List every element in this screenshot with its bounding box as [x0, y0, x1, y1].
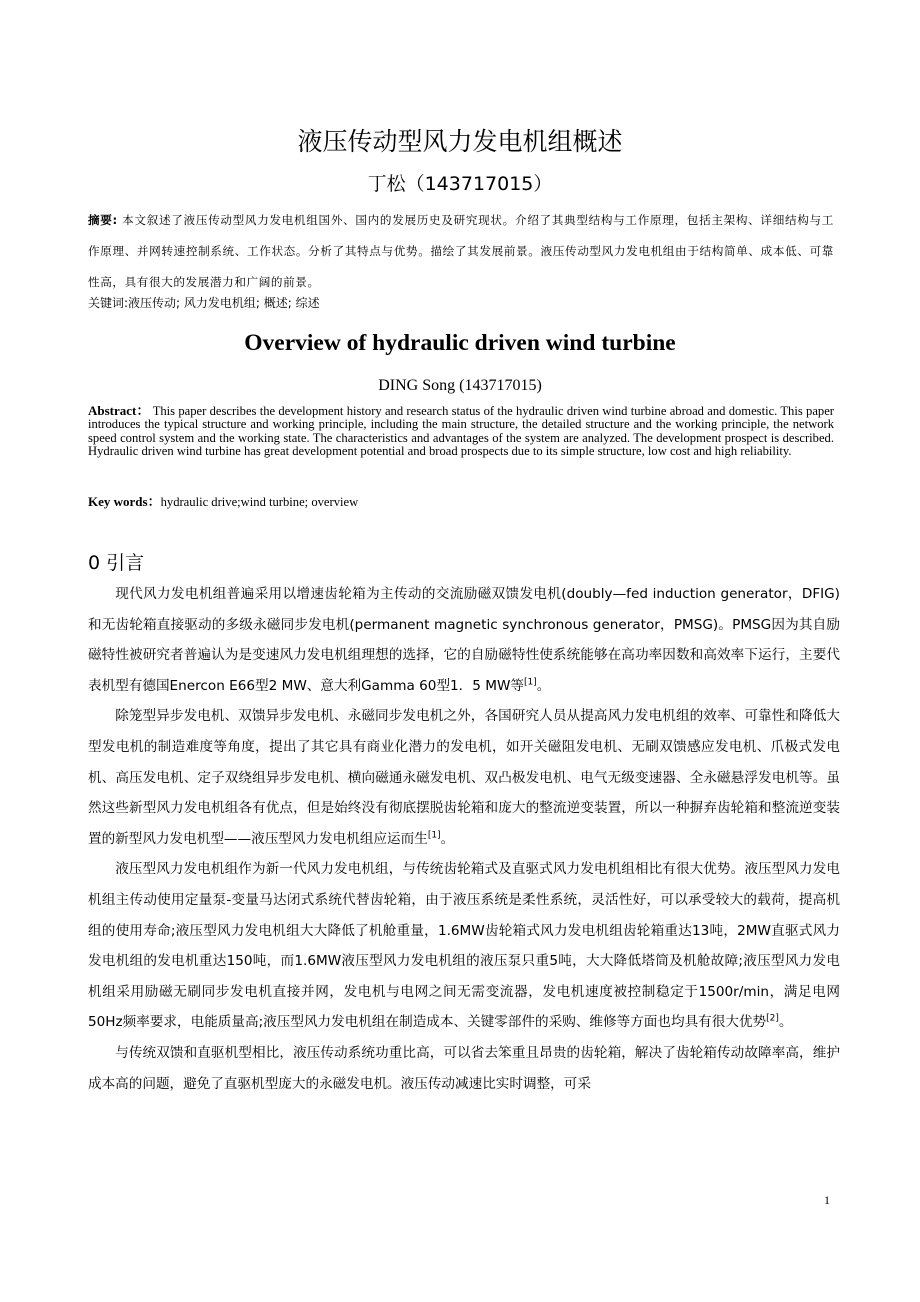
paragraph-tail: 。 [778, 1014, 793, 1031]
section-heading-introduction: 0 引言 [88, 552, 145, 574]
chinese-title: 液压传动型风力发电机组概述 [297, 127, 623, 156]
chinese-author: 丁松（143717015） [367, 173, 553, 195]
paragraph-text: 除笼型异步发电机、双馈异步发电机、永磁同步发电机之外，各国研究人员从提高风力发电机组的效率、可靠性和降低大型发电机的制造难度等角度，提出了其它具有商业化潜力的发电机，如开关磁阻发电机、无刷双馈感应发电机、爪极式发电机、高压发电机、定子双绕组异步发电机、横向磁通永磁发电机、双凸极发电机、电气无级变速器、全永磁悬浮发电机等。虽然这些新型风力发电机组各有优点，但是始终没有彻底摆脱齿轮箱和庞大的整流逆变装置，所以一种摒弃齿轮箱和整流逆变装置的新型风力发电机型——液压型风力发电机组应运而生 [88, 708, 840, 847]
chinese-keywords [88, 292, 834, 314]
chinese-keywords-label: 关键词: [88, 296, 129, 310]
english-author: DING Song (143717015) [378, 377, 542, 394]
citation-ref: [1] [524, 677, 537, 688]
body-text [88, 579, 840, 1099]
paragraph [88, 1038, 840, 1099]
page-number: 1 [824, 1193, 830, 1207]
english-keywords-label: Key words： [88, 494, 161, 509]
paragraph-tail: 。 [440, 830, 455, 847]
english-keywords [88, 492, 834, 512]
chinese-abstract-label: 摘要: [88, 213, 118, 227]
paragraph [88, 579, 840, 701]
chinese-abstract-text: 本文叙述了液压传动型风力发电机组国外、国内的发展历史及研究现状。介绍了其典型结构与工作原理，包括主架构、详细结构与工作原理、并网转速控制系统、工作状态。分析了其特点与优势。描绘了其发展前景。液压传动型风力发电机组由于结构简单、成本低、可靠性高，具有很大的发展潜力和广阔的前景。 [88, 213, 834, 289]
english-abstract [88, 404, 834, 458]
citation-ref: [1] [427, 830, 441, 841]
citation-ref: [2] [766, 1013, 779, 1024]
paragraph-text: 液压型风力发电机组作为新一代风力发电机组，与传统齿轮箱式及直驱式风力发电机组相比有很大优势。液压型风力发电机组主传动使用定量泵-变量马达闭式系统代替齿轮箱，由于液压系统是柔性系统，灵活性好，可以承受较大的载荷，提高机组的使用寿命;液压型风力发电机组大大降低了机舱重量，1.6MW齿轮箱式风力发电机组齿轮箱重达13吨，2MW直驱式风力发电机组的发电机重达150吨，而1.6MW液压型风力发电机组的液压泵只重5吨，大大降低塔筒及机舱故障;液压型风力发电机组采用励磁无刷同步发电机直接并网，发电机与电网之间无需变流器，发电机速度被控制稳定于1500r/min，满足电网50Hz频率要求，电能质量高;液压型风力发电机组在制造成本、关键零部件的采购、维修等方面也均具有很大优势 [88, 861, 840, 1031]
paragraph [88, 701, 840, 854]
chinese-abstract [88, 205, 834, 298]
english-keywords-text: hydraulic drive;wind turbine; overview [160, 495, 359, 509]
english-title: Overview of hydraulic driven wind turbine [244, 330, 676, 356]
english-abstract-label: Abstract： [88, 403, 150, 418]
chinese-keywords-text: 液压传动; 风力发电机组; 概述; 综述 [128, 296, 320, 310]
paragraph-tail: 。 [536, 677, 551, 694]
english-abstract-text: This paper describes the development history and research status of the hydraulic driven wind turbine abroad and domestic. This paper introduces the typical structure and working principle, including the main structure, the detailed structure and the working principle, the network speed control system and the working state. The characteristics and advantages of the system are analyzed. The development prospect is described. Hydraulic driven wind turbine has great development potential and broad prospects due to its simple structure, low cost and high reliability. [88, 404, 834, 458]
paragraph [88, 854, 840, 1038]
paragraph-text: 现代风力发电机组普遍采用以增速齿轮箱为主传动的交流励磁双馈发电机(doubly—fed induction generator，DFIG)和无齿轮箱直接驱动的多级永磁同步发电机(permanent magnetic synchronous generator，PMSG)。PMSG因为其自励磁特性被研究者普遍认为是变速风力发电机组理想的选择，它的自励磁特性使系统能够在高功率因数和高效率下运行，主要代表机型有德国Enercon E66型2 MW、意大利Gamma 60型1．5 MW等 [88, 586, 840, 694]
paragraph-text: 与传统双馈和直驱机型相比，液压传动系统功重比高，可以省去笨重且昂贵的齿轮箱，解决了齿轮箱传动故障率高，维护成本高的问题，避免了直驱机型庞大的永磁发电机。液压传动减速比实时调整，可采 [88, 1044, 840, 1092]
